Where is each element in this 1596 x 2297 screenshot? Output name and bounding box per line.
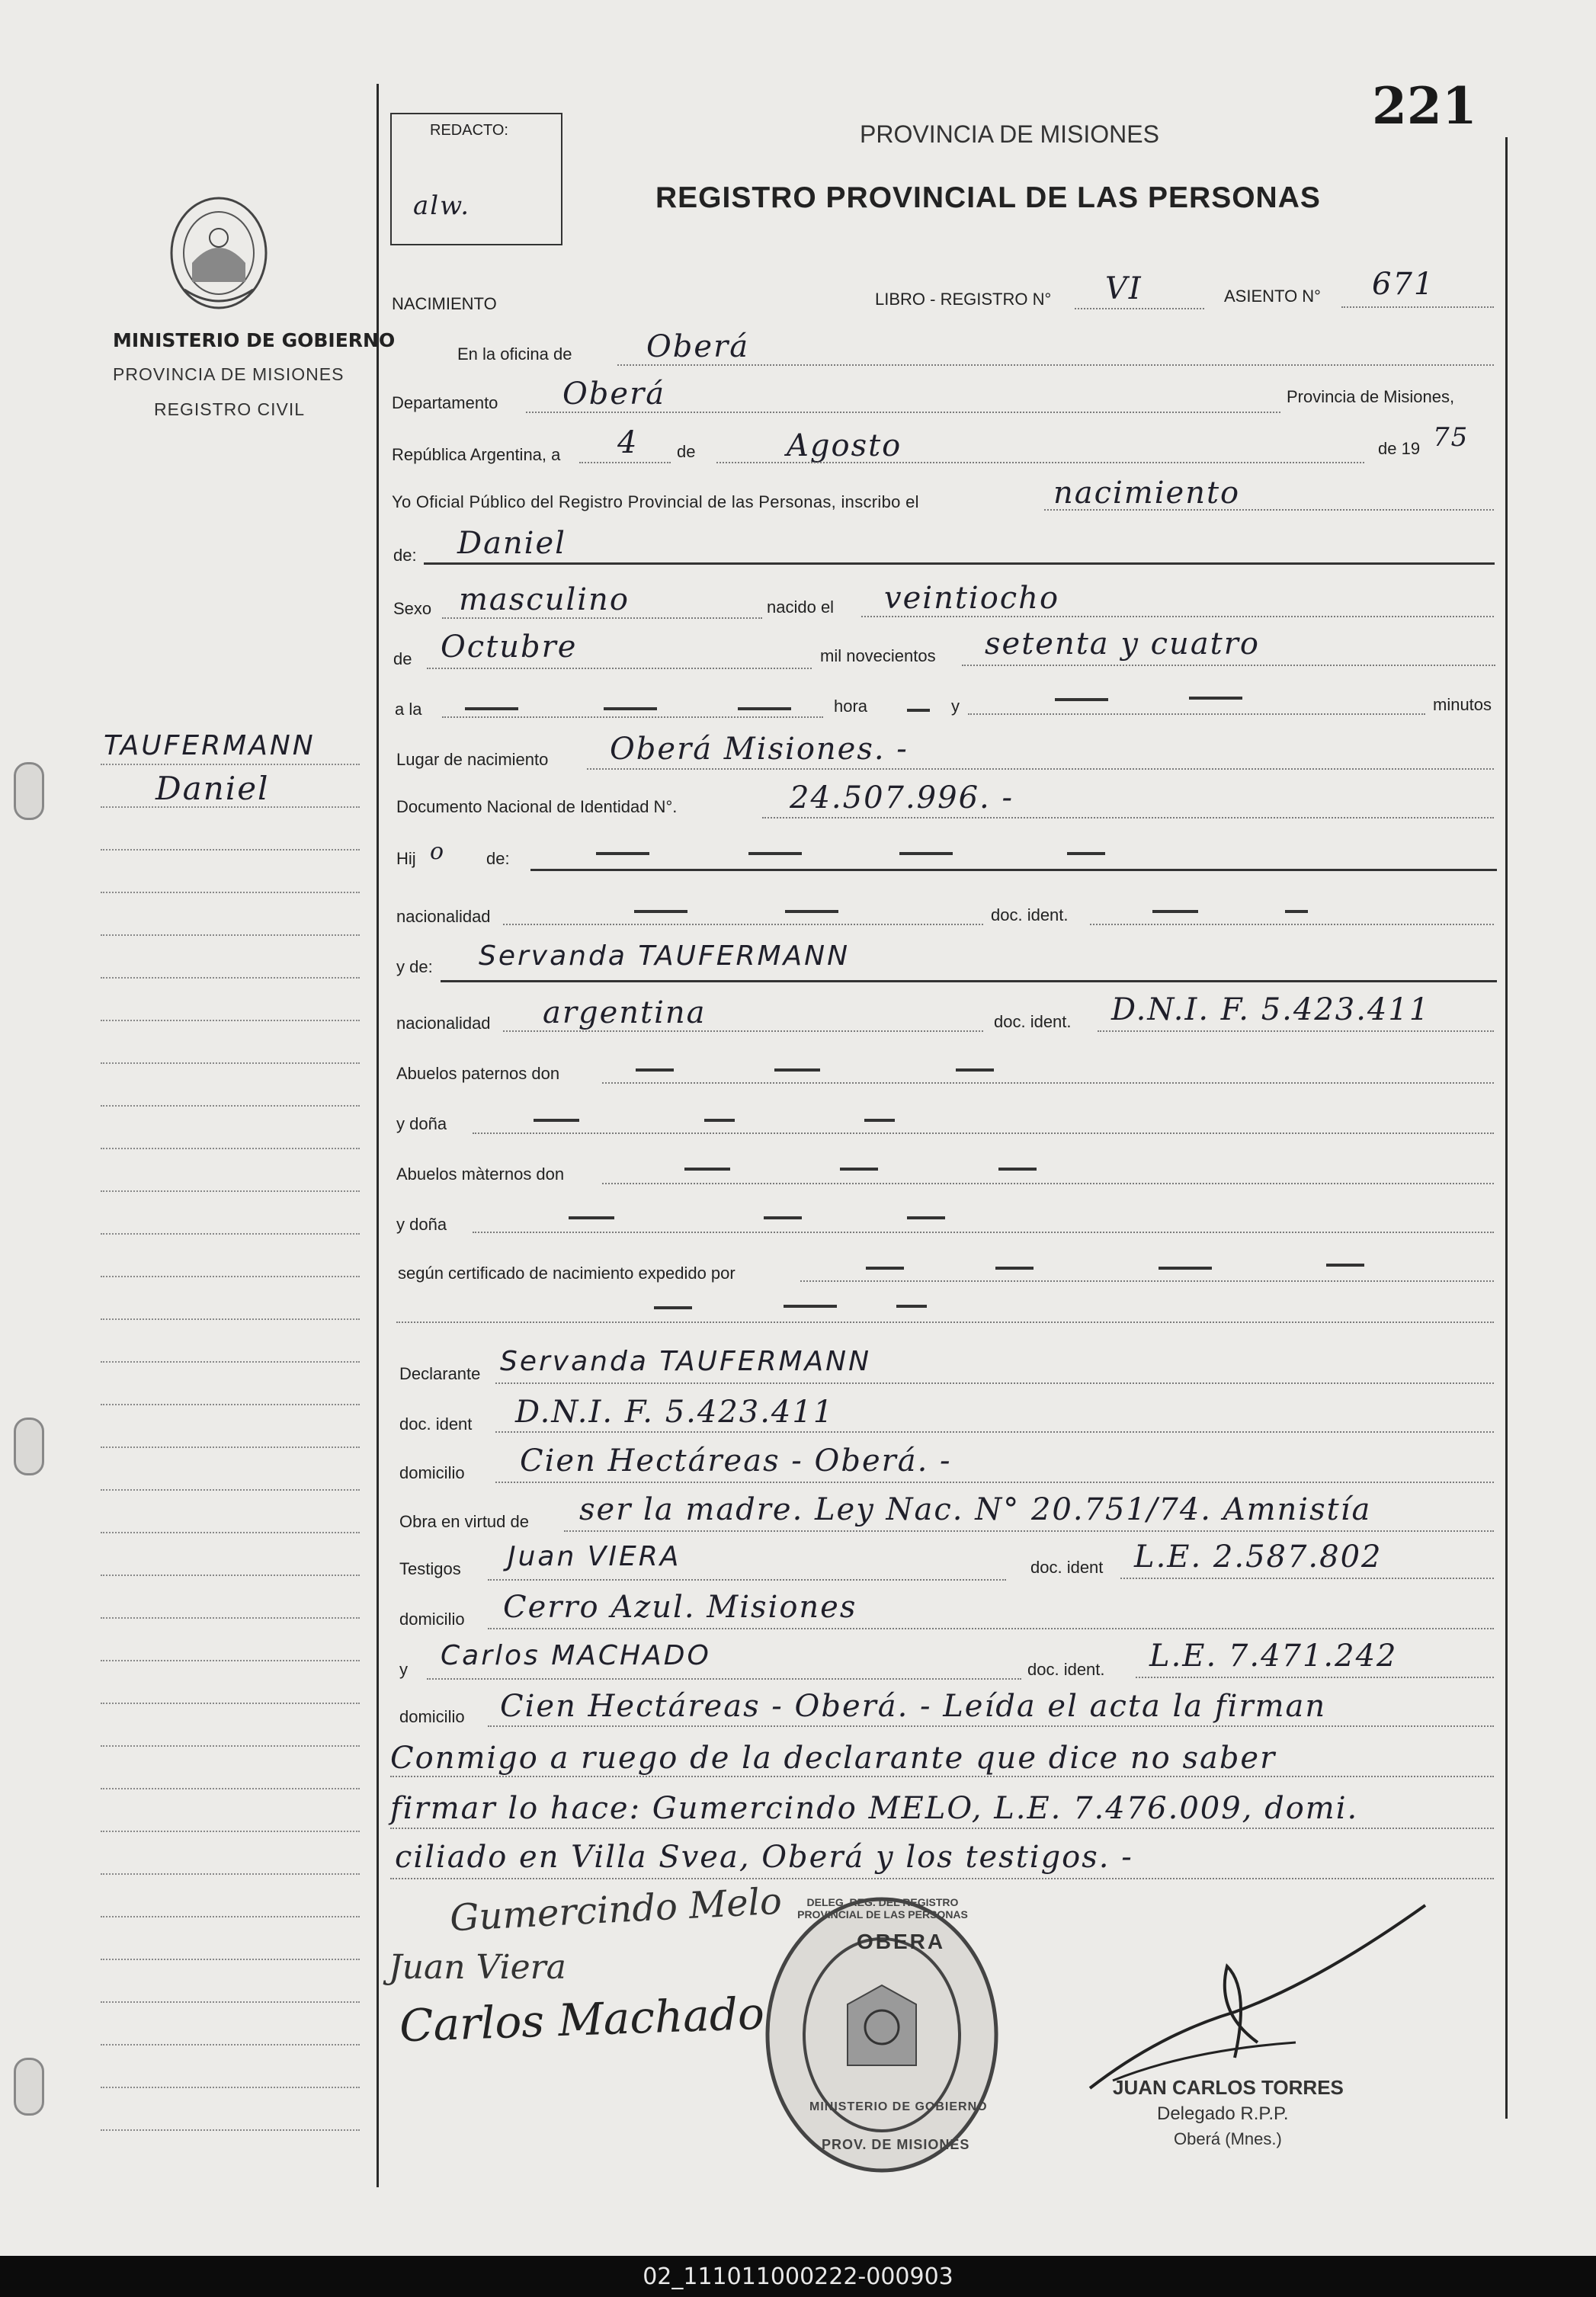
blank-dash	[684, 1168, 730, 1171]
margin-rule	[101, 806, 360, 808]
hijo-label: Hij	[396, 849, 416, 868]
left-frame-line	[377, 84, 379, 2187]
margin-rule	[101, 2087, 360, 2088]
blank-dash	[738, 707, 791, 710]
margin-rule	[101, 1105, 360, 1107]
blank-dash	[1326, 1264, 1364, 1267]
decl-doc-label: doc. ident	[399, 1414, 473, 1434]
margin-rule	[101, 1916, 360, 1917]
blank-dash	[1285, 910, 1308, 913]
asiento-value: 671	[1372, 267, 1435, 302]
hijo-de-rule	[530, 869, 1497, 871]
abuelos-paternos-label: Abuelos paternos don	[396, 1064, 560, 1083]
lugar-dotline	[587, 768, 1494, 770]
de-label: de	[677, 442, 696, 461]
margin-rule	[101, 1617, 360, 1619]
margin-rule	[101, 1361, 360, 1363]
coat-of-arms-icon	[162, 191, 276, 316]
margin-rule	[101, 1489, 360, 1491]
binder-hole	[14, 1418, 44, 1475]
de-nombre-label: de:	[393, 546, 417, 565]
margin-rule	[101, 2001, 360, 2003]
obra-dotline	[564, 1530, 1494, 1532]
blank-dash	[907, 709, 930, 712]
sexo-label: Sexo	[393, 599, 432, 618]
margin-rule	[101, 764, 360, 765]
header-province: PROVINCIA DE MISIONES	[860, 120, 1159, 148]
y2-label: y	[399, 1660, 408, 1679]
footer-id: 02_111011000222-000903	[0, 2256, 1596, 2297]
a-la-dotline	[442, 716, 823, 718]
margin-rule	[101, 892, 360, 893]
official-signature-icon	[1067, 1898, 1433, 2096]
margin-name: Daniel	[155, 770, 270, 807]
margin-rule	[101, 1062, 360, 1064]
departamento-dotline	[526, 412, 1280, 413]
stamp-bottom: PROV. DE MISIONES	[822, 2137, 970, 2152]
madre-value: Servanda TAUFERMANN	[479, 940, 851, 972]
blank-dash	[864, 1119, 895, 1122]
declarante-dotline	[495, 1382, 1494, 1384]
official-name: JUAN CARLOS TORRES	[1113, 2076, 1344, 2099]
hora-label: hora	[834, 697, 868, 716]
margin-rule	[101, 977, 360, 979]
margin-rule	[101, 1575, 360, 1576]
sexo-value: masculino	[459, 582, 630, 617]
month-dotline	[716, 462, 1364, 463]
domicilio2-value: Cerro Azul. Misiones	[503, 1590, 857, 1625]
blank-dash	[704, 1119, 735, 1122]
right-frame-line	[1505, 137, 1508, 2119]
blank-dash	[899, 852, 953, 855]
margin-rule	[101, 1190, 360, 1192]
blank-dash	[1067, 852, 1105, 855]
doc-ident2-label: doc. ident.	[994, 1012, 1072, 1031]
minutos-dotline	[968, 713, 1425, 715]
margin-rule	[101, 1745, 360, 1747]
mes-nac-value: Octubre	[441, 630, 578, 665]
testigo1-dotline	[488, 1579, 1006, 1581]
doc-ident-label: doc. ident.	[991, 905, 1069, 924]
act-type-label: NACIMIENTO	[392, 294, 497, 313]
nombre-rule	[424, 562, 1495, 565]
page-number: 221	[1372, 76, 1477, 136]
nacido-dotline	[861, 616, 1494, 617]
margin-rule	[101, 934, 360, 936]
mil-label: mil novecientos	[820, 646, 936, 665]
margin-rule	[101, 1404, 360, 1405]
blank-dash	[896, 1305, 927, 1308]
blank-dash	[866, 1267, 904, 1270]
blank-dash	[634, 910, 687, 913]
dni-label: Documento Nacional de Identidad N°.	[396, 797, 678, 816]
blank-dash	[636, 1068, 674, 1072]
blank-dash	[569, 1216, 614, 1219]
testigo2-value: Carlos MACHADO	[441, 1640, 711, 1671]
y-dona1-dotline	[473, 1132, 1494, 1134]
domicilio-label: domicilio	[399, 1463, 465, 1482]
inscribo-dotline	[1044, 509, 1494, 511]
nombre-value: Daniel	[457, 526, 566, 561]
official-title: Delegado R.P.P.	[1157, 2103, 1289, 2124]
stamp-inner: MINISTERIO DE GOBIERNO	[809, 2100, 988, 2113]
nacionalidad-dotline	[503, 924, 983, 925]
blank-dash	[1152, 910, 1198, 913]
nacido-label: nacido el	[767, 597, 835, 617]
abuelos-paternos-dotline	[602, 1082, 1494, 1084]
redacto-box	[390, 113, 562, 245]
hijo-suffix: o	[430, 838, 446, 865]
margin-rule	[101, 1148, 360, 1149]
test1-doc-value: L.E. 2.587.802	[1134, 1539, 1383, 1575]
margin-rule	[101, 1446, 360, 1448]
oficial-label: Yo Oficial Público del Registro Provincial de las Personas, inscribo el	[392, 492, 919, 511]
nacionalidad2-dotline	[503, 1030, 983, 1032]
margin-rule	[101, 1318, 360, 1320]
acta-text-line2: Conmigo a ruego de la declarante que dice no saber	[390, 1741, 1277, 1776]
blank-dash	[785, 910, 838, 913]
blank-dash	[1159, 1267, 1212, 1270]
provincia-label: Provincia de Misiones,	[1287, 387, 1455, 406]
nacionalidad2-value: argentina	[543, 995, 707, 1030]
hijo-de-label: de:	[486, 849, 510, 868]
domicilio2-label: domicilio	[399, 1610, 465, 1629]
de-mes-label: de	[393, 649, 412, 668]
test2-doc-dotline	[1136, 1677, 1494, 1678]
test2-doc-value: L.E. 7.471.242	[1149, 1639, 1398, 1674]
declarante-value: Servanda TAUFERMANN	[500, 1346, 872, 1377]
blank-dash	[748, 852, 802, 855]
decl-doc-dotline	[495, 1431, 1494, 1433]
test1-doc-dotline	[1120, 1578, 1494, 1579]
margin-rule	[101, 1020, 360, 1021]
obra-label: Obra en virtud de	[399, 1512, 529, 1531]
domicilio-value: Cien Hectáreas - Oberá. -	[520, 1443, 952, 1478]
redacto-value: alw.	[413, 191, 471, 221]
test2-doc-label: doc. ident.	[1027, 1660, 1105, 1679]
y-dona1-label: y doña	[396, 1114, 447, 1133]
acta-text-dotline3	[390, 1828, 1494, 1829]
mes-dotline	[427, 668, 812, 669]
libro-label: LIBRO - REGISTRO N°	[875, 290, 1052, 309]
margin-rule	[101, 1873, 360, 1875]
segun-dotline	[800, 1280, 1494, 1282]
blank-dash	[774, 1068, 820, 1072]
minutos-label: minutos	[1433, 695, 1492, 714]
day-dotline	[579, 462, 671, 463]
domicilio3-dotline	[488, 1725, 1494, 1727]
signature-viera: Juan Viera	[389, 1948, 566, 1987]
doc-ident-dotline	[1090, 924, 1494, 925]
nacido-value: veintiocho	[884, 581, 1060, 616]
binder-hole	[14, 762, 44, 820]
blank-dash	[596, 852, 649, 855]
abuelos-maternos-label: Abuelos màternos don	[396, 1165, 565, 1184]
margin-rule	[101, 1532, 360, 1533]
domicilio3-label: domicilio	[399, 1707, 465, 1726]
signature-melo: Gumercindo Melo	[448, 1879, 784, 1940]
margin-rule	[101, 1660, 360, 1661]
ministry-line1: MINISTERIO DE GOBIERNO	[113, 329, 396, 351]
a-la-label: a la	[395, 700, 422, 719]
departamento-label: Departamento	[392, 393, 498, 412]
acta-text-dotline2	[390, 1776, 1494, 1777]
nacionalidad-label: nacionalidad	[396, 907, 491, 926]
margin-surname: TAUFERMANN	[104, 730, 316, 761]
acta-text-dotline4	[390, 1878, 1494, 1879]
obra-value: ser la madre. Ley Nac. N° 20.751/74. Amnistía	[579, 1492, 1372, 1527]
acta-text-line3: firmar lo hace: Gumercindo MELO, L.E. 7.476.009, domi.	[390, 1791, 1359, 1826]
blank-dash	[784, 1305, 837, 1308]
stamp-outer: DELEG. REG. DEL REGISTRO PROVINCIAL DE LAS PERSONAS	[797, 1896, 968, 1921]
anio-nac-value: setenta y cuatro	[985, 626, 1260, 662]
year-value: 75	[1433, 422, 1469, 453]
blank-dash	[1055, 698, 1108, 701]
day-value: 4	[617, 425, 639, 460]
header-title: REGISTRO PROVINCIAL DE LAS PERSONAS	[655, 181, 1321, 214]
binder-hole	[14, 2058, 44, 2116]
segun-dotline2	[396, 1321, 1494, 1323]
oficina-value: Oberá	[646, 329, 750, 364]
margin-rule	[101, 1276, 360, 1277]
ministry-line2: PROVINCIA DE MISIONES	[113, 364, 345, 384]
test1-doc-label: doc. ident	[1030, 1558, 1104, 1577]
abuelos-maternos-dotline	[602, 1183, 1494, 1184]
nacionalidad2-label: nacionalidad	[396, 1014, 491, 1033]
lugar-value: Oberá Misiones. -	[610, 732, 909, 767]
libro-dotline	[1075, 308, 1204, 309]
blank-dash	[764, 1216, 802, 1219]
libro-value: VI	[1105, 271, 1143, 306]
testigos-label: Testigos	[399, 1559, 461, 1578]
margin-rule	[101, 1831, 360, 1832]
margin-rule	[101, 2044, 360, 2046]
y-label: y	[951, 697, 960, 716]
stamp-top: OBERA	[857, 1930, 946, 1953]
acta-text-line4: ciliado en Villa Svea, Oberá y los testigos. -	[395, 1840, 1133, 1875]
margin-rule	[101, 1788, 360, 1789]
official-place: Oberá (Mnes.)	[1174, 2129, 1282, 2148]
month-value: Agosto	[787, 428, 902, 463]
signature-machado: Carlos Machado	[398, 1987, 765, 2052]
blank-dash	[907, 1216, 945, 1219]
blank-dash	[465, 707, 518, 710]
domicilio2-dotline	[488, 1628, 1494, 1629]
domicilio-dotline	[495, 1482, 1494, 1483]
lugar-label: Lugar de nacimiento	[396, 750, 549, 769]
margin-rule	[101, 1703, 360, 1704]
decl-doc-value: D.N.I. F. 5.423.411	[515, 1395, 835, 1430]
ministry-line3: REGISTRO CIVIL	[154, 399, 306, 419]
doc-ident2-value: D.N.I. F. 5.423.411	[1111, 992, 1431, 1027]
asiento-label: ASIENTO N°	[1224, 287, 1321, 306]
y-de-label: y de:	[396, 957, 433, 976]
blank-dash	[995, 1267, 1034, 1270]
y-dona2-label: y doña	[396, 1215, 447, 1234]
testigo1-value: Juan VIERA	[508, 1541, 681, 1572]
margin-rule	[101, 1233, 360, 1235]
segun-label: según certificado de nacimiento expedido por	[398, 1264, 736, 1283]
year-label: de 19	[1378, 439, 1421, 458]
declarante-label: Declarante	[399, 1364, 481, 1383]
asiento-dotline	[1341, 306, 1494, 308]
margin-rule	[101, 849, 360, 851]
blank-dash	[1189, 697, 1242, 700]
margin-rule	[101, 2129, 360, 2131]
oficina-dotline	[617, 364, 1494, 366]
departamento-value: Oberá	[562, 376, 666, 412]
redacto-label: REDACTO:	[430, 122, 508, 139]
blank-dash	[840, 1168, 878, 1171]
republica-label: República Argentina, a	[392, 445, 561, 464]
inscribo-value: nacimiento	[1053, 476, 1241, 511]
domicilio3-value: Cien Hectáreas - Oberá. - Leída el acta la firman	[500, 1689, 1327, 1724]
dni-value: 24.507.996. -	[790, 780, 1014, 815]
anio-dotline	[962, 665, 1495, 666]
oficina-label: En la oficina de	[457, 344, 572, 364]
blank-dash	[604, 707, 657, 710]
madre-rule	[441, 980, 1497, 982]
dni-dotline	[762, 817, 1494, 819]
blank-dash	[998, 1168, 1037, 1171]
blank-dash	[956, 1068, 994, 1072]
blank-dash	[654, 1306, 692, 1309]
blank-dash	[534, 1119, 579, 1122]
doc-ident2-dotline	[1098, 1030, 1494, 1032]
y-dona2-dotline	[473, 1232, 1494, 1233]
margin-rule	[101, 1959, 360, 1960]
sexo-dotline	[442, 617, 762, 619]
testigo2-dotline	[427, 1678, 1021, 1680]
